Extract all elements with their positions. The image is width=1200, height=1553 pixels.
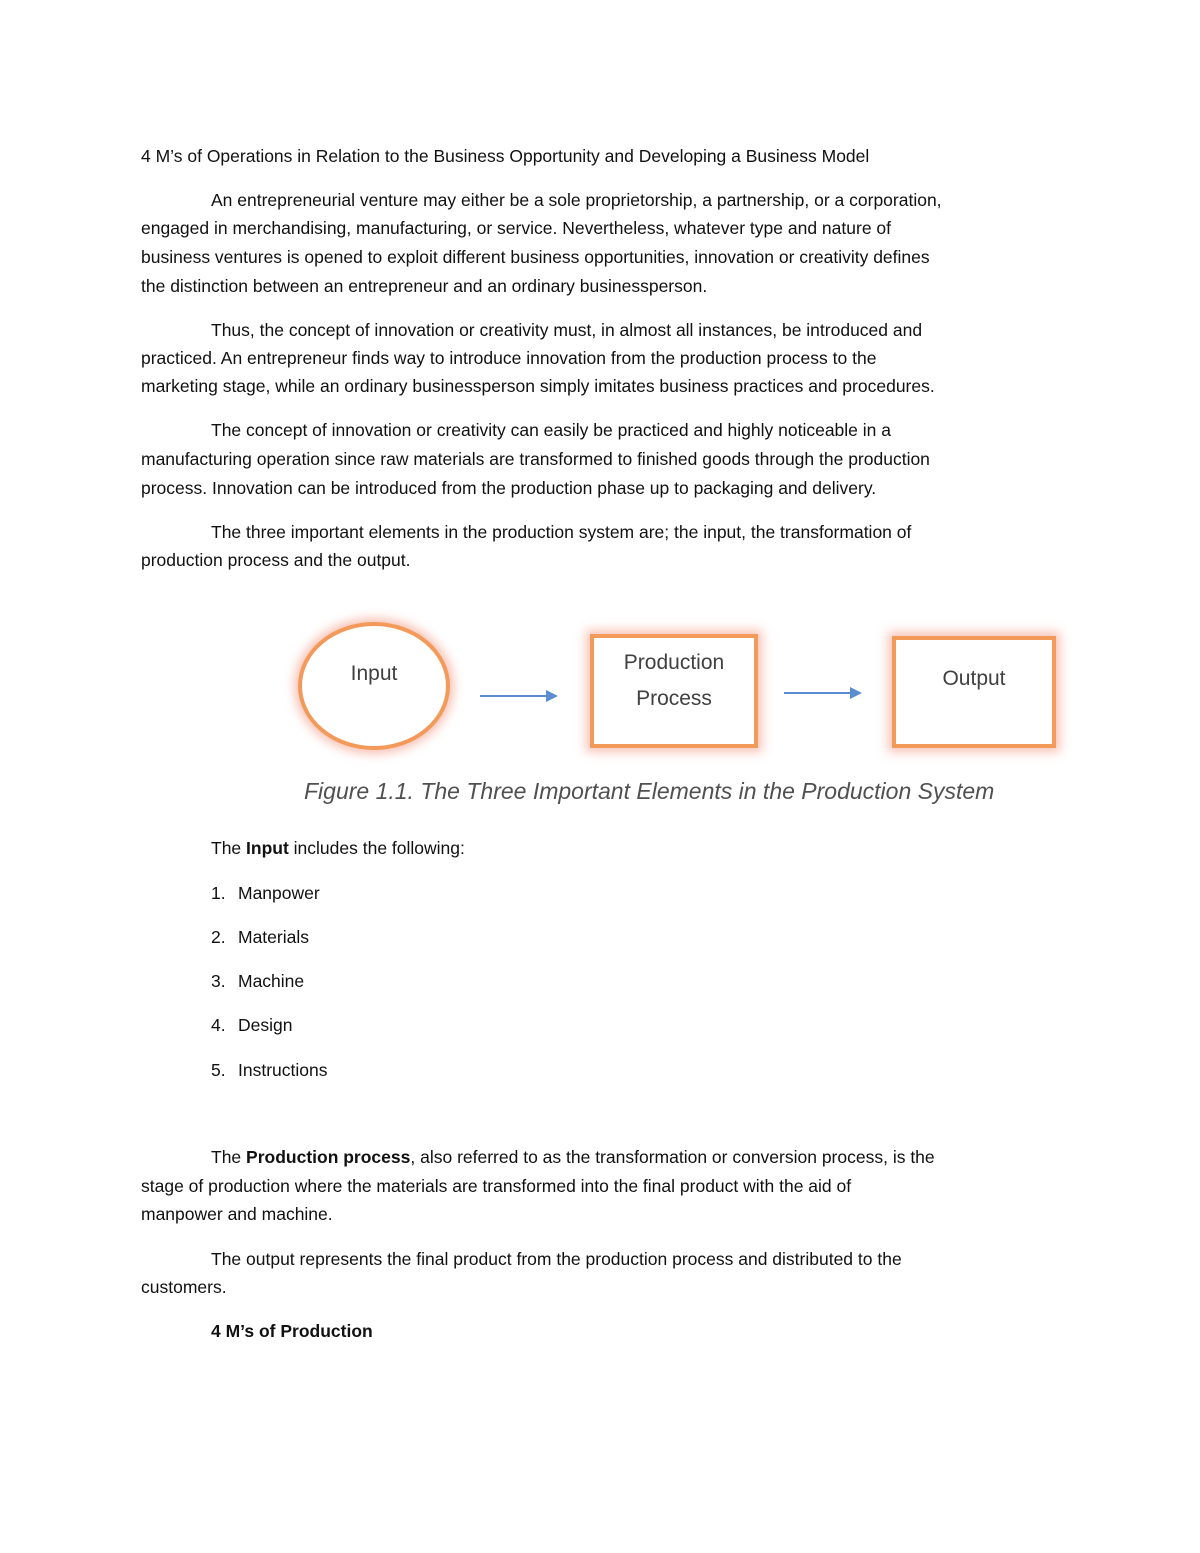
- production-process-label-line-1: Production: [623, 651, 725, 674]
- list-item-text: Machine: [238, 971, 305, 991]
- production-para-bold: Production process: [246, 1147, 411, 1167]
- output-node-label: Output: [942, 667, 1006, 690]
- input-intro-pre: The: [211, 838, 247, 858]
- list-item-text: Design: [238, 1015, 293, 1035]
- list-item-number: 3.: [211, 971, 226, 991]
- paragraph-1-line-3: business ventures is opened to exploit different business opportunities, innovation or creativity defines: [141, 247, 930, 267]
- paragraph-3-line-3: process. Innovation can be introduced from the production phase up to packaging and delivery.: [141, 478, 877, 498]
- list-item-number: 2.: [211, 927, 226, 947]
- production-para-pre: The: [211, 1147, 247, 1167]
- paragraph-4-line-1: The three important elements in the production system are; the input, the transformation of: [211, 522, 912, 542]
- production-para-line-3: manpower and machine.: [141, 1204, 333, 1224]
- list-item-text: Instructions: [238, 1060, 328, 1080]
- output-para-line-2: customers.: [141, 1277, 227, 1297]
- production-para-post: , also referred to as the transformation or conversion process, is the: [410, 1147, 935, 1167]
- list-item-number: 4.: [211, 1015, 226, 1035]
- production-para-line-1: [211, 1145, 935, 1169]
- list-item-text: Materials: [238, 927, 309, 947]
- paragraph-1-line-1: An entrepreneurial venture may either be a sole proprietorship, a partnership, or a corporation,: [211, 190, 942, 210]
- paragraph-1-line-4: the distinction between an entrepreneur and an ordinary businessperson.: [141, 276, 708, 296]
- list-item-number: 5.: [211, 1060, 226, 1080]
- arrow-icon-2: [782, 683, 866, 703]
- paragraph-2-line-2: practiced. An entrepreneur finds way to introduce innovation from the production process to the: [141, 348, 877, 368]
- figure-caption: Figure 1.1. The Three Important Elements in the Production System: [304, 778, 995, 804]
- output-para-line-1: The output represents the final product from the production process and distributed to the: [211, 1249, 902, 1269]
- input-intro-post: includes the following:: [288, 838, 465, 858]
- paragraph-1-line-2: engaged in merchandising, manufacturing, or service. Nevertheless, whatever type and nature of: [141, 218, 892, 238]
- production-system-diagram: [0, 600, 1200, 830]
- section-heading: 4 M’s of Production: [211, 1321, 373, 1341]
- input-intro-bold: Input: [246, 838, 289, 858]
- document-heading: 4 M’s of Operations in Relation to the Business Opportunity and Developing a Business Model: [141, 146, 870, 166]
- paragraph-4-line-2: production process and the output.: [141, 550, 411, 570]
- list-item-number: 1.: [211, 883, 226, 903]
- production-process-label-line-2: Process: [636, 687, 712, 710]
- input-node-label: Input: [350, 662, 398, 685]
- paragraph-3-line-2: manufacturing operation since raw materials are transformed to finished goods through the production: [141, 449, 930, 469]
- input-intro: [211, 836, 465, 860]
- list-item-text: Manpower: [238, 883, 320, 903]
- paragraph-2-line-3: marketing stage, while an ordinary businessperson simply imitates business practices and procedures.: [141, 376, 935, 396]
- production-para-line-2: stage of production where the materials are transformed into the final product with the aid of: [141, 1176, 852, 1196]
- paragraph-3-line-1: The concept of innovation or creativity can easily be practiced and highly noticeable in a: [211, 420, 891, 440]
- paragraph-2-line-1: Thus, the concept of innovation or creativity must, in almost all instances, be introduced and: [211, 320, 923, 340]
- arrow-icon-1: [478, 686, 562, 706]
